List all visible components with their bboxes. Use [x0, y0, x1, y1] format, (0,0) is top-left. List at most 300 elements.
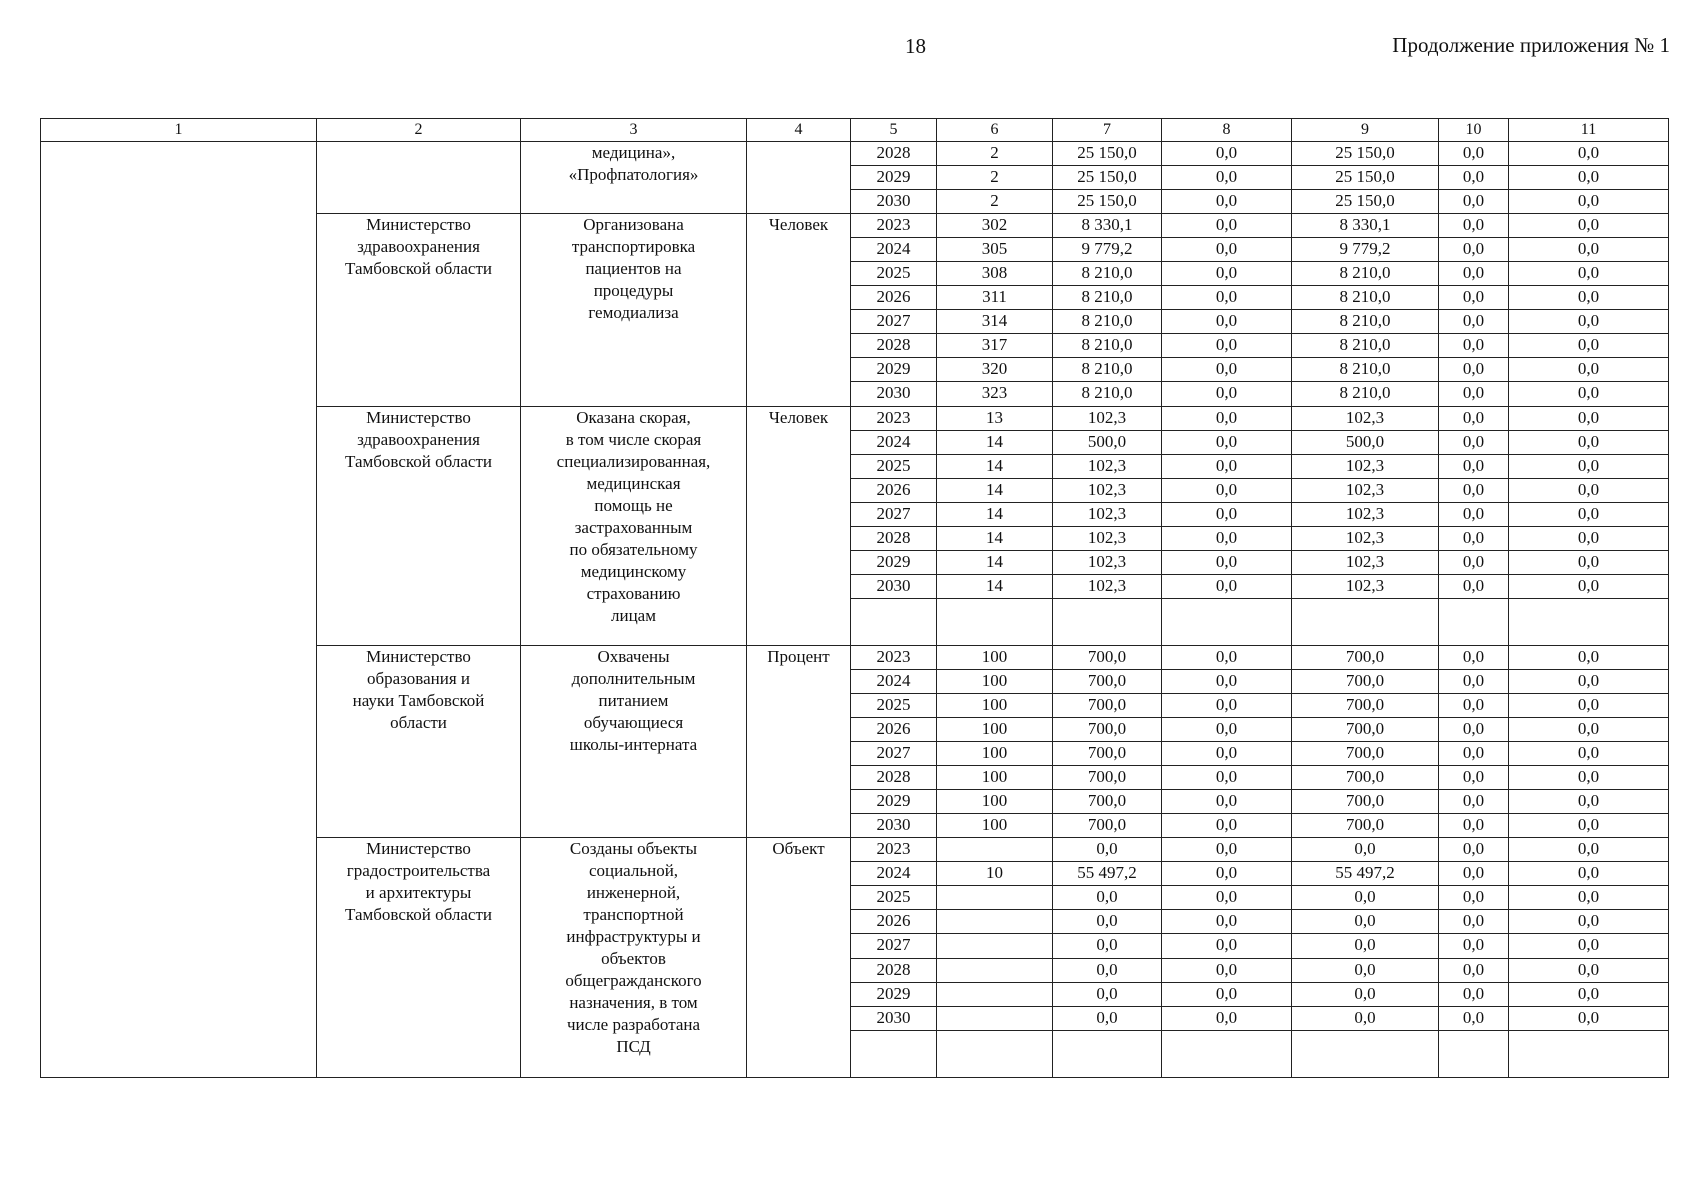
value-cell-c9: 700,0 [1292, 814, 1439, 838]
value-cell-c10: 0,0 [1439, 358, 1509, 382]
spacer-cell [1162, 1054, 1292, 1078]
year-cell: 2028 [851, 526, 937, 550]
value-cell-c10: 0,0 [1439, 838, 1509, 862]
year-cell: 2027 [851, 502, 937, 526]
year-cell: 2027 [851, 934, 937, 958]
spacer-cell [1509, 1054, 1669, 1078]
value-cell-c7: 0,0 [1053, 1006, 1162, 1030]
year-cell: 2025 [851, 262, 937, 286]
value-cell-c11: 0,0 [1509, 934, 1669, 958]
value-cell-c8: 0,0 [1162, 286, 1292, 310]
value-cell-c9: 0,0 [1292, 1006, 1439, 1030]
year-cell: 2029 [851, 982, 937, 1006]
value-cell-c7: 500,0 [1053, 430, 1162, 454]
value-cell-c11: 0,0 [1509, 166, 1669, 190]
value-cell-c8: 0,0 [1162, 430, 1292, 454]
value-cell-c10: 0,0 [1439, 958, 1509, 982]
value-cell-c7: 8 210,0 [1053, 358, 1162, 382]
value-cell-c11: 0,0 [1509, 886, 1669, 910]
value-cell-c6 [937, 838, 1053, 862]
responsible-executor-cell: Министерство градостроительства и архитектуры Тамбовской области [317, 838, 521, 1078]
spacer-cell [937, 1030, 1053, 1054]
year-cell: 2023 [851, 406, 937, 430]
value-cell-c9: 700,0 [1292, 790, 1439, 814]
value-cell-c6: 308 [937, 262, 1053, 286]
value-cell-c6: 14 [937, 502, 1053, 526]
value-cell-c7: 700,0 [1053, 766, 1162, 790]
responsible-executor-cell: Министерство здравоохранения Тамбовской области [317, 406, 521, 645]
value-cell-c9: 700,0 [1292, 645, 1439, 669]
value-cell-c6: 305 [937, 238, 1053, 262]
value-cell-c10: 0,0 [1439, 334, 1509, 358]
value-cell-c6: 2 [937, 166, 1053, 190]
spacer-cell [1162, 598, 1292, 622]
spacer-cell [1162, 622, 1292, 646]
value-cell-c10: 0,0 [1439, 694, 1509, 718]
program-cell [41, 142, 317, 1078]
value-cell-c8: 0,0 [1162, 814, 1292, 838]
spacer-cell [1439, 1054, 1509, 1078]
value-cell-c9: 8 210,0 [1292, 358, 1439, 382]
spacer-cell [1509, 622, 1669, 646]
result-description-cell: Созданы объекты социальной, инженерной, транспортной инфраструктуры и объектов общегражданского назначения, в том числе разработана ПСД [521, 838, 747, 1078]
value-cell-c7: 102,3 [1053, 406, 1162, 430]
spacer-cell [851, 1054, 937, 1078]
col-header: 6 [937, 119, 1053, 142]
value-cell-c8: 0,0 [1162, 190, 1292, 214]
value-cell-c9: 102,3 [1292, 478, 1439, 502]
page-number: 18 [905, 34, 926, 58]
value-cell-c8: 0,0 [1162, 718, 1292, 742]
value-cell-c8: 0,0 [1162, 478, 1292, 502]
column-number-row [41, 119, 1669, 142]
value-cell-c9: 700,0 [1292, 742, 1439, 766]
year-cell: 2024 [851, 669, 937, 693]
value-cell-c11: 0,0 [1509, 669, 1669, 693]
spacer-cell [1439, 622, 1509, 646]
value-cell-c6: 10 [937, 862, 1053, 886]
value-cell-c10: 0,0 [1439, 430, 1509, 454]
value-cell-c11: 0,0 [1509, 574, 1669, 598]
value-cell-c6: 14 [937, 550, 1053, 574]
col-header: 5 [851, 119, 937, 142]
value-cell-c11: 0,0 [1509, 790, 1669, 814]
value-cell-c6: 14 [937, 526, 1053, 550]
col-header: 8 [1162, 119, 1292, 142]
spacer-cell [851, 1030, 937, 1054]
result-description-cell: Оказана скорая, в том числе скорая специализированная, медицинская помощь не застрахованным по обязательному медицинскому страхованию лицам [521, 406, 747, 645]
spacer-cell [1509, 1030, 1669, 1054]
value-cell-c7: 102,3 [1053, 454, 1162, 478]
value-cell-c9: 55 497,2 [1292, 862, 1439, 886]
value-cell-c6 [937, 934, 1053, 958]
year-cell: 2029 [851, 790, 937, 814]
value-cell-c10: 0,0 [1439, 262, 1509, 286]
value-cell-c6 [937, 910, 1053, 934]
value-cell-c10: 0,0 [1439, 166, 1509, 190]
value-cell-c8: 0,0 [1162, 454, 1292, 478]
value-cell-c10: 0,0 [1439, 669, 1509, 693]
value-cell-c7: 0,0 [1053, 838, 1162, 862]
value-cell-c9: 102,3 [1292, 526, 1439, 550]
value-cell-c6: 100 [937, 718, 1053, 742]
value-cell-c6: 311 [937, 286, 1053, 310]
value-cell-c9: 8 210,0 [1292, 262, 1439, 286]
value-cell-c10: 0,0 [1439, 814, 1509, 838]
value-cell-c8: 0,0 [1162, 934, 1292, 958]
value-cell-c7: 700,0 [1053, 790, 1162, 814]
spacer-cell [1292, 622, 1439, 646]
value-cell-c6 [937, 958, 1053, 982]
value-cell-c7: 8 210,0 [1053, 382, 1162, 406]
col-header: 10 [1439, 119, 1509, 142]
value-cell-c6: 317 [937, 334, 1053, 358]
value-cell-c8: 0,0 [1162, 502, 1292, 526]
value-cell-c9: 102,3 [1292, 574, 1439, 598]
value-cell-c6: 14 [937, 574, 1053, 598]
value-cell-c7: 700,0 [1053, 669, 1162, 693]
value-cell-c10: 0,0 [1439, 550, 1509, 574]
value-cell-c11: 0,0 [1509, 910, 1669, 934]
value-cell-c8: 0,0 [1162, 958, 1292, 982]
unit-cell: Человек [747, 406, 851, 645]
unit-cell: Процент [747, 645, 851, 837]
value-cell-c10: 0,0 [1439, 886, 1509, 910]
value-cell-c9: 0,0 [1292, 838, 1439, 862]
year-cell: 2026 [851, 910, 937, 934]
value-cell-c7: 102,3 [1053, 550, 1162, 574]
year-cell: 2029 [851, 358, 937, 382]
year-cell: 2027 [851, 310, 937, 334]
value-cell-c8: 0,0 [1162, 910, 1292, 934]
value-cell-c8: 0,0 [1162, 142, 1292, 166]
year-cell: 2030 [851, 574, 937, 598]
col-header: 1 [41, 119, 317, 142]
value-cell-c10: 0,0 [1439, 454, 1509, 478]
value-cell-c7: 700,0 [1053, 645, 1162, 669]
value-cell-c8: 0,0 [1162, 669, 1292, 693]
value-cell-c7: 8 330,1 [1053, 214, 1162, 238]
value-cell-c9: 700,0 [1292, 694, 1439, 718]
value-cell-c9: 102,3 [1292, 502, 1439, 526]
col-header: 2 [317, 119, 521, 142]
value-cell-c10: 0,0 [1439, 742, 1509, 766]
value-cell-c11: 0,0 [1509, 334, 1669, 358]
value-cell-c8: 0,0 [1162, 790, 1292, 814]
year-cell: 2023 [851, 214, 937, 238]
value-cell-c10: 0,0 [1439, 934, 1509, 958]
result-description-cell: медицина», «Профпатология» [521, 142, 747, 214]
year-cell: 2023 [851, 838, 937, 862]
unit-cell: Человек [747, 214, 851, 406]
value-cell-c7: 8 210,0 [1053, 262, 1162, 286]
value-cell-c10: 0,0 [1439, 310, 1509, 334]
value-cell-c11: 0,0 [1509, 645, 1669, 669]
responsible-executor-cell: Министерство здравоохранения Тамбовской области [317, 214, 521, 406]
result-description-cell: Охвачены дополнительным питанием обучающиеся школы-интерната [521, 645, 747, 837]
spacer-cell [851, 598, 937, 622]
value-cell-c11: 0,0 [1509, 766, 1669, 790]
value-cell-c6: 14 [937, 478, 1053, 502]
value-cell-c7: 0,0 [1053, 910, 1162, 934]
value-cell-c8: 0,0 [1162, 574, 1292, 598]
value-cell-c8: 0,0 [1162, 838, 1292, 862]
value-cell-c9: 500,0 [1292, 430, 1439, 454]
value-cell-c7: 0,0 [1053, 958, 1162, 982]
value-cell-c11: 0,0 [1509, 310, 1669, 334]
spacer-cell [1053, 1054, 1162, 1078]
value-cell-c6: 100 [937, 694, 1053, 718]
year-cell: 2028 [851, 958, 937, 982]
value-cell-c9: 25 150,0 [1292, 190, 1439, 214]
value-cell-c6: 2 [937, 142, 1053, 166]
value-cell-c7: 102,3 [1053, 526, 1162, 550]
value-cell-c7: 8 210,0 [1053, 286, 1162, 310]
value-cell-c11: 0,0 [1509, 958, 1669, 982]
spacer-cell [1162, 1030, 1292, 1054]
year-cell: 2030 [851, 190, 937, 214]
value-cell-c10: 0,0 [1439, 1006, 1509, 1030]
value-cell-c8: 0,0 [1162, 310, 1292, 334]
value-cell-c8: 0,0 [1162, 406, 1292, 430]
value-cell-c9: 102,3 [1292, 454, 1439, 478]
value-cell-c7: 25 150,0 [1053, 166, 1162, 190]
value-cell-c8: 0,0 [1162, 694, 1292, 718]
value-cell-c7: 55 497,2 [1053, 862, 1162, 886]
value-cell-c7: 102,3 [1053, 502, 1162, 526]
value-cell-c9: 25 150,0 [1292, 166, 1439, 190]
value-cell-c9: 700,0 [1292, 669, 1439, 693]
value-cell-c7: 700,0 [1053, 694, 1162, 718]
value-cell-c8: 0,0 [1162, 862, 1292, 886]
spacer-cell [1292, 1030, 1439, 1054]
value-cell-c6: 100 [937, 790, 1053, 814]
year-cell: 2030 [851, 1006, 937, 1030]
spacer-cell [1292, 598, 1439, 622]
value-cell-c11: 0,0 [1509, 814, 1669, 838]
value-cell-c11: 0,0 [1509, 358, 1669, 382]
value-cell-c10: 0,0 [1439, 190, 1509, 214]
value-cell-c10: 0,0 [1439, 502, 1509, 526]
value-cell-c9: 8 210,0 [1292, 382, 1439, 406]
result-description-cell: Организована транспортировка пациентов на процедуры гемодиализа [521, 214, 747, 406]
spacer-cell [851, 622, 937, 646]
value-cell-c10: 0,0 [1439, 286, 1509, 310]
value-cell-c11: 0,0 [1509, 862, 1669, 886]
value-cell-c6: 100 [937, 645, 1053, 669]
spacer-cell [1053, 622, 1162, 646]
value-cell-c11: 0,0 [1509, 142, 1669, 166]
year-cell: 2028 [851, 766, 937, 790]
year-cell: 2025 [851, 454, 937, 478]
value-cell-c8: 0,0 [1162, 550, 1292, 574]
col-header: 9 [1292, 119, 1439, 142]
responsible-executor-cell: Министерство образования и науки Тамбовской области [317, 645, 521, 837]
year-cell: 2025 [851, 886, 937, 910]
value-cell-c9: 0,0 [1292, 958, 1439, 982]
value-cell-c10: 0,0 [1439, 526, 1509, 550]
year-cell: 2023 [851, 645, 937, 669]
value-cell-c6: 302 [937, 214, 1053, 238]
year-cell: 2024 [851, 238, 937, 262]
value-cell-c10: 0,0 [1439, 214, 1509, 238]
year-cell: 2030 [851, 382, 937, 406]
year-cell: 2024 [851, 862, 937, 886]
value-cell-c11: 0,0 [1509, 838, 1669, 862]
value-cell-c10: 0,0 [1439, 645, 1509, 669]
value-cell-c10: 0,0 [1439, 382, 1509, 406]
value-cell-c6: 323 [937, 382, 1053, 406]
value-cell-c6: 100 [937, 742, 1053, 766]
value-cell-c7: 25 150,0 [1053, 142, 1162, 166]
spacer-cell [1292, 1054, 1439, 1078]
value-cell-c7: 8 210,0 [1053, 334, 1162, 358]
year-cell: 2027 [851, 742, 937, 766]
value-cell-c8: 0,0 [1162, 526, 1292, 550]
value-cell-c9: 25 150,0 [1292, 142, 1439, 166]
year-cell: 2028 [851, 334, 937, 358]
value-cell-c8: 0,0 [1162, 358, 1292, 382]
value-cell-c9: 8 210,0 [1292, 286, 1439, 310]
value-cell-c10: 0,0 [1439, 142, 1509, 166]
value-cell-c9: 8 210,0 [1292, 334, 1439, 358]
value-cell-c10: 0,0 [1439, 766, 1509, 790]
value-cell-c11: 0,0 [1509, 694, 1669, 718]
spacer-cell [937, 1054, 1053, 1078]
value-cell-c7: 0,0 [1053, 934, 1162, 958]
value-cell-c7: 700,0 [1053, 814, 1162, 838]
value-cell-c11: 0,0 [1509, 502, 1669, 526]
value-cell-c9: 102,3 [1292, 550, 1439, 574]
value-cell-c10: 0,0 [1439, 790, 1509, 814]
year-cell: 2030 [851, 814, 937, 838]
spacer-cell [937, 598, 1053, 622]
value-cell-c6: 100 [937, 814, 1053, 838]
value-cell-c11: 0,0 [1509, 982, 1669, 1006]
year-cell: 2026 [851, 286, 937, 310]
value-cell-c8: 0,0 [1162, 238, 1292, 262]
unit-cell: Объект [747, 838, 851, 1078]
value-cell-c10: 0,0 [1439, 862, 1509, 886]
value-cell-c8: 0,0 [1162, 886, 1292, 910]
value-cell-c11: 0,0 [1509, 286, 1669, 310]
value-cell-c11: 0,0 [1509, 262, 1669, 286]
value-cell-c9: 0,0 [1292, 886, 1439, 910]
value-cell-c8: 0,0 [1162, 766, 1292, 790]
value-cell-c8: 0,0 [1162, 982, 1292, 1006]
value-cell-c10: 0,0 [1439, 478, 1509, 502]
value-cell-c8: 0,0 [1162, 382, 1292, 406]
value-cell-c6 [937, 982, 1053, 1006]
value-cell-c10: 0,0 [1439, 982, 1509, 1006]
value-cell-c6: 320 [937, 358, 1053, 382]
table-body [41, 142, 1669, 1078]
value-cell-c9: 0,0 [1292, 910, 1439, 934]
value-cell-c11: 0,0 [1509, 478, 1669, 502]
value-cell-c7: 0,0 [1053, 886, 1162, 910]
value-cell-c11: 0,0 [1509, 718, 1669, 742]
value-cell-c8: 0,0 [1162, 262, 1292, 286]
value-cell-c11: 0,0 [1509, 214, 1669, 238]
value-cell-c8: 0,0 [1162, 214, 1292, 238]
value-cell-c7: 9 779,2 [1053, 238, 1162, 262]
value-cell-c7: 0,0 [1053, 982, 1162, 1006]
appendix-continuation-note: Продолжение приложения № 1 [1392, 33, 1670, 57]
value-cell-c9: 700,0 [1292, 718, 1439, 742]
value-cell-c11: 0,0 [1509, 238, 1669, 262]
col-header: 7 [1053, 119, 1162, 142]
value-cell-c11: 0,0 [1509, 430, 1669, 454]
spacer-cell [1053, 598, 1162, 622]
value-cell-c11: 0,0 [1509, 550, 1669, 574]
value-cell-c7: 102,3 [1053, 478, 1162, 502]
value-cell-c9: 8 210,0 [1292, 310, 1439, 334]
table-row [41, 142, 1669, 166]
value-cell-c11: 0,0 [1509, 454, 1669, 478]
value-cell-c6: 314 [937, 310, 1053, 334]
spacer-cell [937, 622, 1053, 646]
value-cell-c9: 0,0 [1292, 982, 1439, 1006]
value-cell-c10: 0,0 [1439, 238, 1509, 262]
responsible-executor-cell [317, 142, 521, 214]
value-cell-c7: 700,0 [1053, 742, 1162, 766]
value-cell-c6: 2 [937, 190, 1053, 214]
value-cell-c6 [937, 1006, 1053, 1030]
value-cell-c11: 0,0 [1509, 742, 1669, 766]
year-cell: 2025 [851, 694, 937, 718]
value-cell-c7: 25 150,0 [1053, 190, 1162, 214]
year-cell: 2028 [851, 142, 937, 166]
year-cell: 2026 [851, 718, 937, 742]
value-cell-c9: 0,0 [1292, 934, 1439, 958]
value-cell-c10: 0,0 [1439, 574, 1509, 598]
value-cell-c6: 100 [937, 766, 1053, 790]
value-cell-c11: 0,0 [1509, 190, 1669, 214]
year-cell: 2029 [851, 166, 937, 190]
value-cell-c11: 0,0 [1509, 382, 1669, 406]
value-cell-c11: 0,0 [1509, 1006, 1669, 1030]
col-header: 4 [747, 119, 851, 142]
spacer-cell [1439, 598, 1509, 622]
spacer-cell [1439, 1030, 1509, 1054]
value-cell-c6: 100 [937, 669, 1053, 693]
value-cell-c6 [937, 886, 1053, 910]
value-cell-c11: 0,0 [1509, 406, 1669, 430]
year-cell: 2024 [851, 430, 937, 454]
value-cell-c9: 9 779,2 [1292, 238, 1439, 262]
value-cell-c7: 700,0 [1053, 718, 1162, 742]
value-cell-c8: 0,0 [1162, 1006, 1292, 1030]
value-cell-c9: 102,3 [1292, 406, 1439, 430]
value-cell-c10: 0,0 [1439, 910, 1509, 934]
value-cell-c10: 0,0 [1439, 406, 1509, 430]
value-cell-c10: 0,0 [1439, 718, 1509, 742]
value-cell-c6: 14 [937, 430, 1053, 454]
value-cell-c8: 0,0 [1162, 742, 1292, 766]
value-cell-c6: 14 [937, 454, 1053, 478]
col-header: 11 [1509, 119, 1669, 142]
value-cell-c8: 0,0 [1162, 166, 1292, 190]
value-cell-c7: 8 210,0 [1053, 310, 1162, 334]
value-cell-c9: 700,0 [1292, 766, 1439, 790]
spacer-cell [1509, 598, 1669, 622]
value-cell-c9: 8 330,1 [1292, 214, 1439, 238]
value-cell-c8: 0,0 [1162, 334, 1292, 358]
unit-cell [747, 142, 851, 214]
value-cell-c6: 13 [937, 406, 1053, 430]
col-header: 3 [521, 119, 747, 142]
value-cell-c8: 0,0 [1162, 645, 1292, 669]
